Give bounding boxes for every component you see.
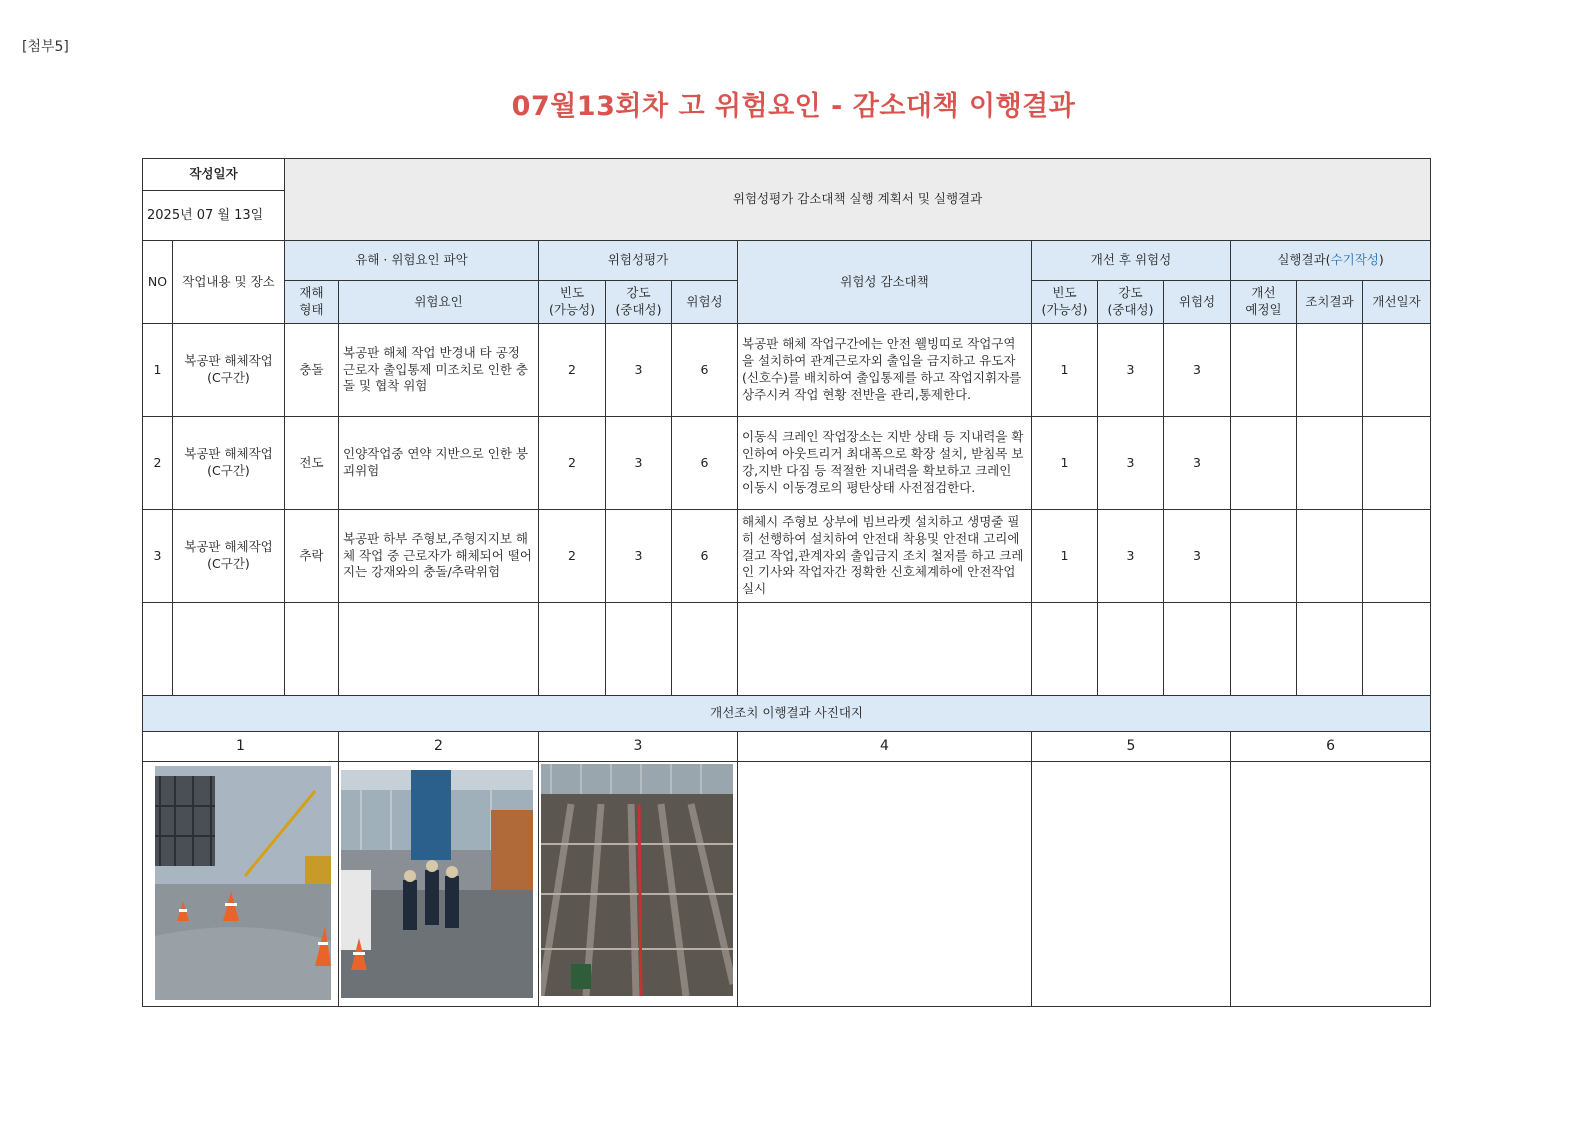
photo-cell-2 (339, 762, 539, 1007)
empty-cell[interactable] (1297, 603, 1363, 696)
empty-cell[interactable] (1098, 603, 1164, 696)
site-photo-2[interactable] (341, 770, 533, 998)
photo-cell-4[interactable] (738, 762, 1032, 1007)
col-severity: 강도 (중대성) (606, 281, 672, 324)
table-row (143, 510, 1431, 603)
empty-cell[interactable] (285, 603, 339, 696)
row-type: 추락 (285, 510, 339, 603)
photo-cell-3 (539, 762, 738, 1007)
row-planned[interactable] (1231, 510, 1297, 603)
col-after-frequency: 빈도 (가능성) (1032, 281, 1098, 324)
photo-cell-5[interactable] (1032, 762, 1231, 1007)
photo-number-4: 4 (738, 732, 1032, 762)
attachment-label: [첨부5] (22, 39, 69, 55)
site-photo-3[interactable] (541, 764, 733, 996)
row-measure: 복공판 해체 작업구간에는 안전 웰빙띠로 작업구역을 설치하여 관계근로자외 출입을 금지하고 유도자(신호수)를 배치하여 출입통제를 하고 작업지휘자를 상주시켜 작업 현황 전반을 관리,통제한다. (738, 324, 1032, 417)
empty-cell[interactable] (1032, 603, 1098, 696)
empty-cell[interactable] (173, 603, 285, 696)
photo-number-5: 5 (1032, 732, 1231, 762)
row-measure: 해체시 주형보 상부에 빔브라켓 설치하고 생명줄 필히 선행하여 설치하여 안전대 착용및 안전대 고리에 걸고 작업,관계자외 출입금지 조치 철저를 하고 크레인 기사와 작업자간 정확한 신호체계하에 안전작업 실시 (738, 510, 1032, 603)
row-factor: 인양작업중 연약 지반으로 인한 붕괴위험 (339, 417, 539, 510)
col-improve-date: 개선일자 (1363, 281, 1431, 324)
photo-number-6: 6 (1231, 732, 1431, 762)
photo-number-3: 3 (539, 732, 738, 762)
row-date[interactable] (1363, 417, 1431, 510)
photo-number-1: 1 (143, 732, 339, 762)
row-work: 복공판 해체작업 (C구간) (173, 324, 285, 417)
col-after-risk: 위험성 (1164, 281, 1231, 324)
empty-cell[interactable] (606, 603, 672, 696)
row-type: 전도 (285, 417, 339, 510)
row-planned[interactable] (1231, 324, 1297, 417)
col-risk-eval-group: 위험성평가 (539, 241, 738, 281)
row-planned[interactable] (1231, 417, 1297, 510)
empty-cell[interactable] (539, 603, 606, 696)
row-date[interactable] (1363, 510, 1431, 603)
row-measure: 이동식 크레인 작업장소는 지반 상태 등 지내력을 확인하여 아웃트리거 최대폭으로 확장 설치, 받침목 보강,지반 다짐 등 적절한 지내력을 확보하고 크레인 이동시 이동경로의 평탄상태 사전점검한다. (738, 417, 1032, 510)
photo-cell-1 (143, 762, 339, 1007)
row-after-freq: 1 (1032, 417, 1098, 510)
photo-section-title: 개선조치 이행결과 사진대지 (143, 696, 1431, 732)
empty-cell[interactable] (1231, 603, 1297, 696)
row-freq: 2 (539, 417, 606, 510)
row-no: 2 (143, 417, 173, 510)
row-result[interactable] (1297, 417, 1363, 510)
row-type: 충돌 (285, 324, 339, 417)
col-disaster-type: 재해 형태 (285, 281, 339, 324)
row-factor: 복공판 하부 주형보,주형지지보 해체 작업 중 근로자가 해체되어 떨어지는 강재와의 충돌/추락위험 (339, 510, 539, 603)
empty-cell[interactable] (339, 603, 539, 696)
photo-number-2: 2 (339, 732, 539, 762)
col-risk: 위험성 (672, 281, 738, 324)
empty-cell[interactable] (738, 603, 1032, 696)
empty-cell[interactable] (143, 603, 173, 696)
page-title: 07월13회차 고 위험요인 - 감소대책 이행결과 (511, 91, 1076, 122)
row-no: 3 (143, 510, 173, 603)
row-risk: 6 (672, 417, 738, 510)
empty-cell[interactable] (1363, 603, 1431, 696)
col-action-result: 조치결과 (1297, 281, 1363, 324)
row-after-risk: 3 (1164, 324, 1231, 417)
site-photo-1[interactable] (155, 766, 331, 1000)
row-work: 복공판 해체작업 (C구간) (173, 417, 285, 510)
date-value: 2025년 07 월 13일 (143, 191, 285, 241)
photo-cell-6[interactable] (1231, 762, 1431, 1007)
table-row (143, 417, 1431, 510)
row-no: 1 (143, 324, 173, 417)
empty-cell[interactable] (1164, 603, 1231, 696)
row-after-risk: 3 (1164, 510, 1231, 603)
date-label: 작성일자 (143, 159, 285, 191)
col-countermeasure: 위험성 감소대책 (738, 241, 1032, 324)
col-after-group: 개선 후 위험성 (1032, 241, 1231, 281)
row-result[interactable] (1297, 324, 1363, 417)
row-after-freq: 1 (1032, 324, 1098, 417)
row-sev: 3 (606, 417, 672, 510)
col-result-group (1231, 241, 1431, 281)
result-prefix: 실행결과( (1277, 252, 1331, 268)
row-date[interactable] (1363, 324, 1431, 417)
col-hazard-factor: 위험요인 (339, 281, 539, 324)
table-row-empty (143, 603, 1431, 696)
risk-assessment-table (142, 158, 1431, 1007)
row-freq: 2 (539, 324, 606, 417)
row-after-sev: 3 (1098, 510, 1164, 603)
col-planned-date: 개선 예정일 (1231, 281, 1297, 324)
result-suffix: ) (1378, 252, 1384, 268)
col-after-severity: 강도 (중대성) (1098, 281, 1164, 324)
col-work: 작업내용 및 장소 (173, 241, 285, 324)
table-row (143, 324, 1431, 417)
row-factor: 복공판 해체 작업 반경내 타 공정 근로자 출입통제 미조치로 인한 충돌 및 협착 위험 (339, 324, 539, 417)
row-sev: 3 (606, 324, 672, 417)
row-result[interactable] (1297, 510, 1363, 603)
col-frequency: 빈도 (가능성) (539, 281, 606, 324)
col-hazard-group: 유해 · 위험요인 파악 (285, 241, 539, 281)
row-after-sev: 3 (1098, 417, 1164, 510)
row-risk: 6 (672, 510, 738, 603)
col-no: NO (143, 241, 173, 324)
row-freq: 2 (539, 510, 606, 603)
row-after-sev: 3 (1098, 324, 1164, 417)
row-after-freq: 1 (1032, 510, 1098, 603)
row-work: 복공판 해체작업 (C구간) (173, 510, 285, 603)
row-after-risk: 3 (1164, 417, 1231, 510)
row-sev: 3 (606, 510, 672, 603)
result-handwritten: 수기작성 (1330, 252, 1379, 268)
empty-cell[interactable] (672, 603, 738, 696)
row-risk: 6 (672, 324, 738, 417)
plan-title: 위험성평가 감소대책 실행 계획서 및 실행결과 (285, 159, 1431, 241)
